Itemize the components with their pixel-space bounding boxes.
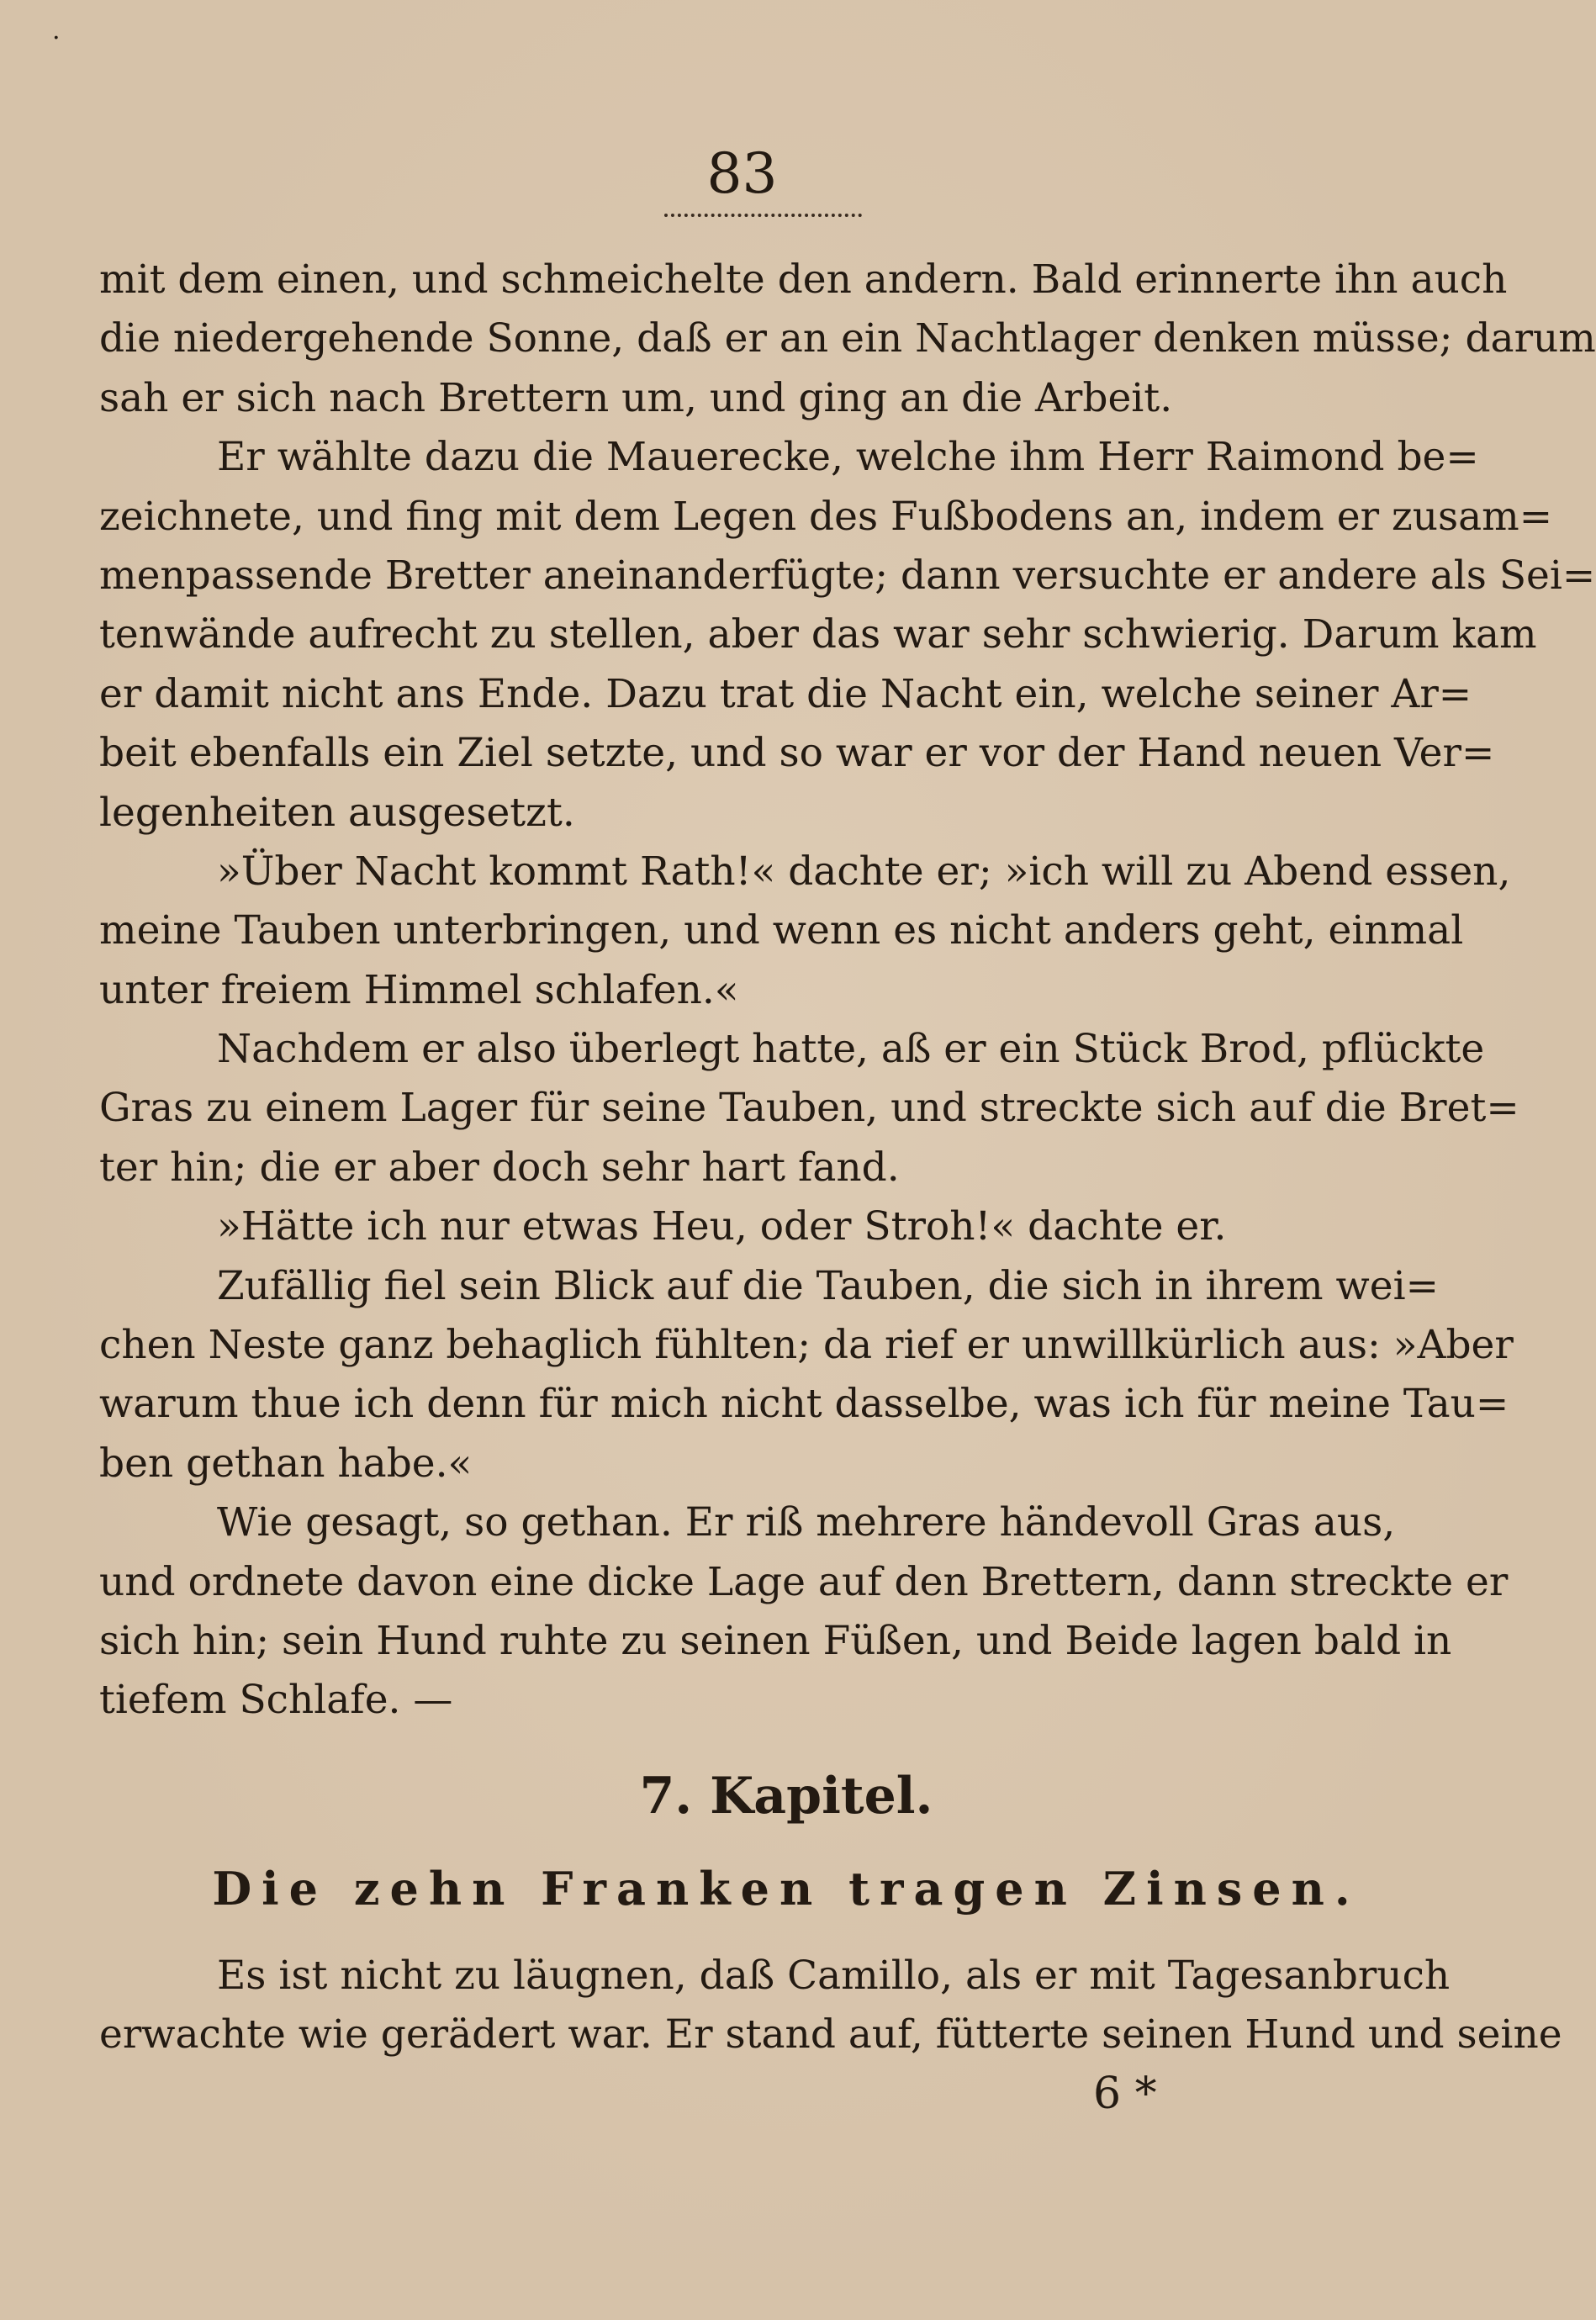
- text-line: chen Neste ganz behaglich fühlten; da rief er unwillkürlich aus: »Aber: [99, 1322, 1514, 1369]
- text-line: Es ist nicht zu läugnen, daß Camillo, als er mit Tagesanbruch: [217, 1953, 1451, 1999]
- text-line: und ordnete davon eine dicke Lage auf den Brettern, dann streckte er: [99, 1558, 1509, 1605]
- page-number-rule: [664, 214, 862, 217]
- text-line: warum thue ich denn für mich nicht dasselbe, was ich für meine Tau=: [99, 1381, 1509, 1428]
- text-line: tenwände aufrecht zu stellen, aber das war sehr schwierig. Darum kam: [99, 611, 1537, 658]
- text-line: Gras zu einem Lager für seine Tauben, und streckte sich auf die Bret=: [99, 1085, 1519, 1132]
- text-line: menpassende Bretter aneinanderfügte; dann versuchte er andere als Sei=: [99, 552, 1596, 599]
- text-line: unter freiem Himmel schlafen.«: [99, 966, 739, 1013]
- text-line: legenheiten ausgesetzt.: [99, 789, 575, 836]
- text-line: beit ebenfalls ein Ziel setzte, und so war er vor der Hand neuen Ver=: [99, 730, 1495, 777]
- corner-mark: .: [52, 16, 61, 45]
- page-number: 83: [706, 141, 778, 206]
- text-line: zeichnete, und fing mit dem Legen des Fußbodens an, indem er zusam=: [99, 493, 1553, 540]
- text-line: die niedergehende Sonne, daß er an ein Nachtlager denken müsse; darum: [99, 315, 1596, 362]
- signature-mark: 6 *: [1093, 2069, 1157, 2119]
- body-text: [99, 251, 1596, 1731]
- text-line: meine Tauben unterbringen, und wenn es nicht anders geht, einmal: [99, 907, 1464, 954]
- text-line: sich hin; sein Hund ruhte zu seinen Füßen, und Beide lagen bald in: [99, 1617, 1452, 1664]
- chapter-number: 7. Kapitel.: [639, 1767, 933, 1826]
- text-line: »Über Nacht kommt Rath!« dachte er; »ich will zu Abend essen,: [217, 848, 1511, 895]
- text-line: Zufällig fiel sein Blick auf die Tauben, die sich in ihrem wei=: [217, 1262, 1440, 1309]
- text-line: ter hin; die er aber doch sehr hart fand.: [99, 1144, 900, 1191]
- text-line: Er wählte dazu die Mauerecke, welche ihm Herr Raimond be=: [217, 434, 1479, 481]
- text-line: mit dem einen, und schmeichelte den andern. Bald erinnerte ihn auch: [99, 256, 1508, 303]
- text-line: Nachdem er also überlegt hatte, aß er ein Stück Brod, pflückte: [217, 1026, 1485, 1073]
- text-line: er damit nicht ans Ende. Dazu trat die Nacht ein, welche seiner Ar=: [99, 670, 1472, 717]
- chapter-title: Die zehn Franken tragen Zinsen.: [212, 1862, 1361, 1916]
- chapter-text: [99, 1947, 1562, 2065]
- text-line: erwachte wie gerädert war. Er stand auf, fütterte seinen Hund und seine: [99, 2011, 1562, 2058]
- text-line: sah er sich nach Brettern um, und ging an die Arbeit.: [99, 374, 1173, 421]
- text-line: ben gethan habe.«: [99, 1440, 473, 1487]
- text-line: tiefem Schlafe. —: [99, 1677, 453, 1724]
- text-line: Wie gesagt, so gethan. Er riß mehrere händevoll Gras aus,: [217, 1499, 1396, 1546]
- text-line: »Hätte ich nur etwas Heu, oder Stroh!« dachte er.: [217, 1203, 1227, 1250]
